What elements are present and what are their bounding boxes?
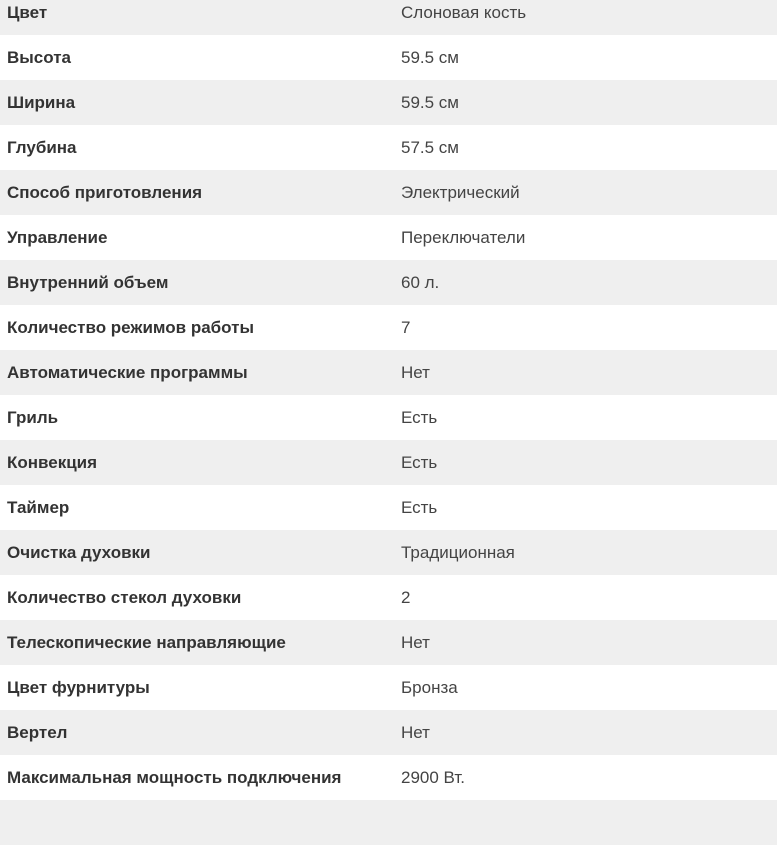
spec-value: 2900 Вт. xyxy=(401,767,465,787)
spec-value: Традиционная xyxy=(401,542,515,562)
spec-row-glass-count xyxy=(0,575,777,620)
spec-value: 60 л. xyxy=(401,272,440,292)
spec-value: Нет xyxy=(401,632,430,652)
spec-value: Нет xyxy=(401,362,430,382)
spec-label: Ширина xyxy=(7,92,76,112)
spec-row-max-power xyxy=(0,755,777,800)
spec-row-volume xyxy=(0,260,777,305)
spec-row-cooking-method xyxy=(0,170,777,215)
spec-row-convection xyxy=(0,440,777,485)
spec-value: Слоновая кость xyxy=(401,2,527,22)
spec-label: Способ приготовления xyxy=(7,182,203,202)
spec-value: 59.5 см xyxy=(401,92,459,112)
spec-value: 57.5 см xyxy=(401,137,459,157)
spec-label: Цвет xyxy=(7,2,48,22)
spec-row-control xyxy=(0,215,777,260)
spec-value: Нет xyxy=(401,722,430,742)
spec-label: Конвекция xyxy=(7,452,98,472)
spec-value: 2 xyxy=(401,587,411,607)
spec-value: Бронза xyxy=(401,677,458,697)
spec-row-telescopic-guides xyxy=(0,620,777,665)
spec-label: Высота xyxy=(7,47,71,67)
spec-value: 7 xyxy=(401,317,411,337)
spec-label: Количество режимов работы xyxy=(7,317,254,337)
spec-row-timer xyxy=(0,485,777,530)
spec-label: Количество стекол духовки xyxy=(7,587,242,607)
spec-label: Гриль xyxy=(7,407,59,427)
spec-label: Внутренний объем xyxy=(7,272,169,292)
spec-row-rotisserie xyxy=(0,710,777,755)
spec-row-grill xyxy=(0,395,777,440)
spec-row-color xyxy=(0,0,777,35)
spec-row-depth xyxy=(0,125,777,170)
spec-row-cut-off xyxy=(0,800,777,845)
spec-value: Переключатели xyxy=(401,227,526,247)
spec-row-fittings-color xyxy=(0,665,777,710)
spec-label: Цвет фурнитуры xyxy=(7,677,150,697)
spec-row-modes-count xyxy=(0,305,777,350)
spec-label: Вертел xyxy=(7,722,68,742)
spec-value: 59.5 см xyxy=(401,47,459,67)
spec-label: Автоматические программы xyxy=(7,362,248,382)
spec-value: Есть xyxy=(401,452,438,472)
spec-label: Телескопические направляющие xyxy=(7,632,286,652)
spec-row-oven-cleaning xyxy=(0,530,777,575)
spec-label: Максимальная мощность подключения xyxy=(7,767,342,787)
spec-label: Таймер xyxy=(7,497,70,517)
spec-row-auto-programs xyxy=(0,350,777,395)
spec-label: Очистка духовки xyxy=(7,542,151,562)
spec-value: Есть xyxy=(401,497,438,517)
spec-value: Электрический xyxy=(401,182,520,202)
spec-row-height xyxy=(0,35,777,80)
spec-row-width xyxy=(0,80,777,125)
spec-value: Есть xyxy=(401,407,438,427)
spec-label: Глубина xyxy=(7,137,77,157)
spec-label: Управление xyxy=(7,227,108,247)
